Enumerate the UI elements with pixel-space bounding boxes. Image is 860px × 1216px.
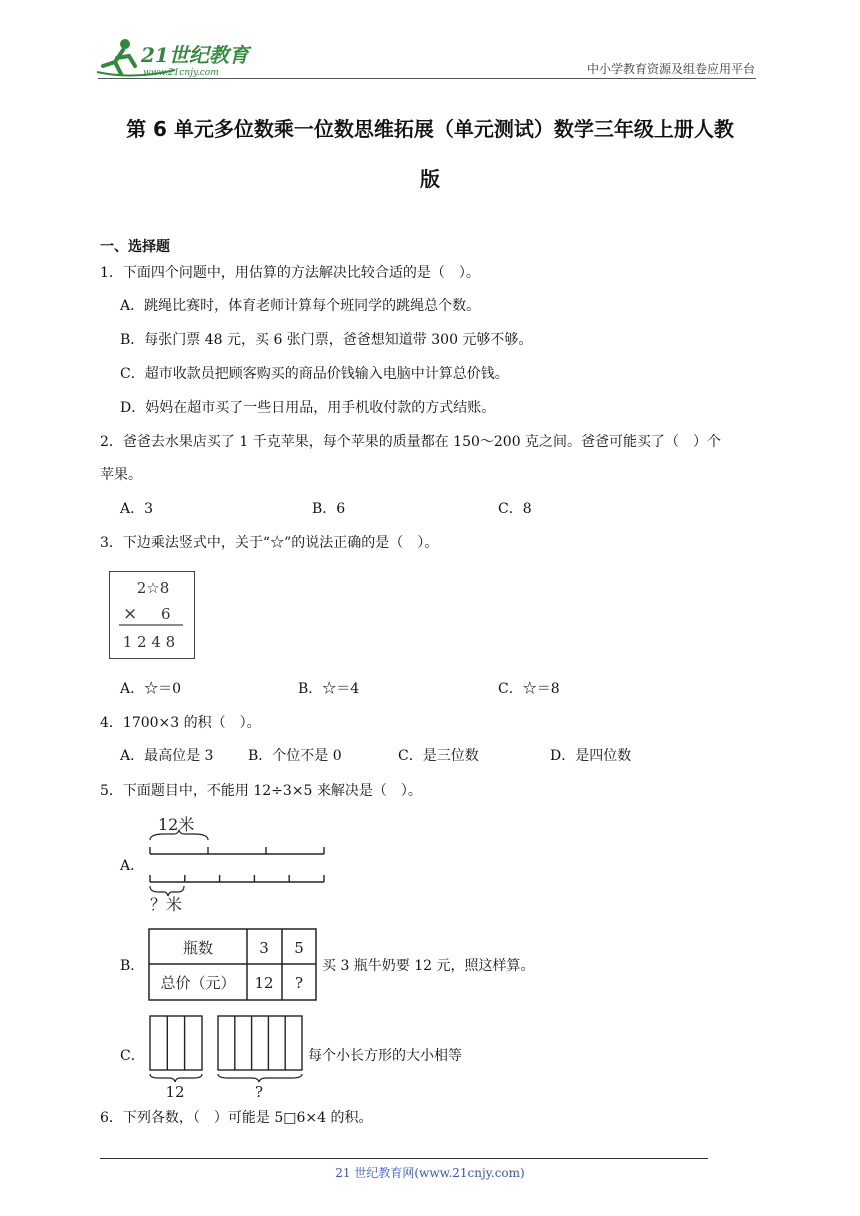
diagram-c-right-label: ? xyxy=(254,1083,264,1100)
q3-stem: 3．下边乘法竖式中，关于“☆”的说法正确的是（ ）。 xyxy=(100,535,439,551)
page-title xyxy=(96,104,764,204)
q1-option-d: D．妈妈在超市买了一些日用品，用手机收付款的方式结账。 xyxy=(120,400,496,416)
q4-option-b: B．个位不是 0 xyxy=(248,748,342,764)
q5-option-c-label: C． xyxy=(120,1048,145,1064)
q5-option-c-note: 每个小长方形的大小相等 xyxy=(308,1048,462,1064)
q5-stem: 5．下面题目中，不能用 12÷3×5 来解决是（ ）。 xyxy=(100,783,422,799)
q5-option-b-note: 买 3 瓶牛奶要 12 元，照这样算。 xyxy=(322,958,535,974)
q2-option-c: C．8 xyxy=(498,501,532,517)
q4-option-a: A．最高位是 3 xyxy=(120,748,214,764)
logo-url: www.21cnjy.com xyxy=(143,68,219,78)
q3-vertical-multiplication-figure xyxy=(109,571,195,659)
header-divider xyxy=(98,78,756,79)
table-cell-12: 12 xyxy=(254,974,274,992)
diagram-a-top-label: 12米 xyxy=(158,815,195,834)
q4-option-c: C．是三位数 xyxy=(398,748,479,764)
footer-site-link[interactable]: 21 世纪教育网(www.21cnjy.com) xyxy=(335,1166,525,1180)
title-line-1: 第 6 单元多位数乘一位数思维拓展（单元测试）数学三年级上册人教 xyxy=(126,117,734,141)
runner-logo-icon xyxy=(95,36,265,80)
q3-option-a: A．☆＝0 xyxy=(120,681,182,697)
diagram-c-left-label: 12 xyxy=(165,1083,185,1100)
q5-option-b-label: B． xyxy=(120,958,145,974)
table-header-5: 5 xyxy=(294,939,304,957)
section-heading: 一、选择题 xyxy=(100,239,170,255)
table-cell-unknown: ? xyxy=(294,974,304,992)
fig-result: 1 2 4 8 xyxy=(122,633,176,651)
q2-stem-line1: 2．爸爸去水果店买了 1 千克苹果，每个苹果的质量都在 150～200 克之间。爸爸可能买了（ ）个 xyxy=(100,434,722,450)
q5-option-a-label: A． xyxy=(120,858,145,874)
q4-stem: 4．1700×3 的积（ ）。 xyxy=(100,715,261,731)
logo-title: 21世纪教育 xyxy=(141,43,249,67)
table-row-total: 总价（元） xyxy=(160,974,236,992)
fig-times-sign: × xyxy=(123,604,138,624)
table-header-3: 3 xyxy=(259,939,269,957)
q5-option-c-rectangles-diagram xyxy=(148,1014,308,1100)
table-header-bottles: 瓶数 xyxy=(182,939,214,957)
q2-option-a: A．3 xyxy=(120,501,154,517)
q2-option-b: B．6 xyxy=(312,501,346,517)
header-platform-text: 中小学教育资源及组卷应用平台 xyxy=(586,62,755,76)
fig-top-number: 2☆8 xyxy=(136,579,170,597)
q1-stem: 1．下面四个问题中，用估算的方法解决比较合适的是（ ）。 xyxy=(100,265,480,281)
q1-option-a: A．跳绳比赛时，体育老师计算每个班同学的跳绳总个数。 xyxy=(120,298,481,314)
q1-option-b: B．每张门票 48 元，买 6 张门票，爸爸想知道带 300 元够不够。 xyxy=(120,332,533,348)
q1-option-c: C．超市收款员把顾客购买的商品价钱输入电脑中计算总价钱。 xyxy=(120,366,509,382)
q3-option-b: B．☆＝4 xyxy=(298,681,360,697)
q5-option-b-table xyxy=(148,928,318,1002)
fig-multiplier: 6 xyxy=(161,605,171,623)
q2-stem-line2: 苹果。 xyxy=(100,467,142,483)
q6-stem: 6．下列各数，（ ）可能是 5□6×4 的积。 xyxy=(100,1110,373,1126)
q3-option-c: C．☆＝8 xyxy=(498,681,560,697)
q4-option-d: D．是四位数 xyxy=(550,748,632,764)
site-logo xyxy=(95,36,265,80)
footer-divider xyxy=(100,1158,708,1159)
q5-option-a-line-diagram xyxy=(144,810,330,916)
diagram-a-bottom-label: ？米 xyxy=(150,895,183,914)
title-line-2: 版 xyxy=(420,167,440,191)
